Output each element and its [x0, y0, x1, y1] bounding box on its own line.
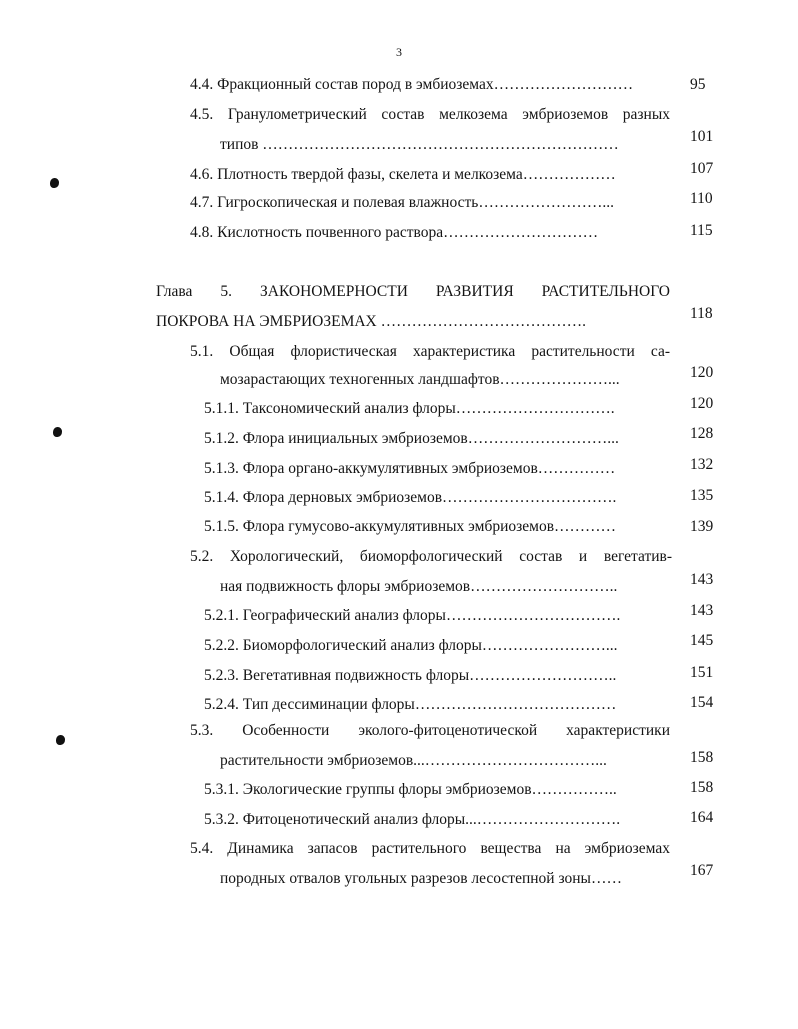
punch-hole-mark	[56, 735, 65, 745]
toc-entry-5-3-2: 5.3.2. Фитоценотический анализ флоры...……………………….	[204, 811, 621, 828]
toc-entry-5-1-1: 5.1.1. Таксономический анализ флоры………………………….	[204, 400, 615, 417]
toc-page-number: 128	[690, 425, 714, 442]
toc-entry-5-1-3: 5.1.3. Флора органо-аккумулятивных эмбриоземов……………	[204, 460, 616, 477]
toc-entry-5-2-3: 5.2.3. Вегетативная подвижность флоры………………………..	[204, 667, 617, 684]
page-number: 3	[396, 45, 402, 59]
toc-page-number: 115	[690, 222, 713, 239]
toc-page-number: 118	[690, 305, 713, 322]
toc-entry-4-6: 4.6. Плотность твердой фазы, скелета и мелкозема………………	[190, 166, 616, 183]
toc-chapter-5-cont: ПОКРОВА НА ЭМБРИОЗЕМАХ ………………………………….	[156, 313, 586, 330]
toc-page-number: 143	[690, 571, 714, 588]
toc-page-number: 120	[690, 395, 714, 412]
toc-entry-5-1: 5.1. Общая флористическая характеристика растительности са-	[190, 343, 670, 360]
toc-page-number: 139	[690, 518, 714, 535]
toc-entry-5-1-5: 5.1.5. Флора гумусово-аккумулятивных эмбриоземов…………	[204, 518, 617, 535]
toc-page-number: 120	[690, 364, 714, 381]
toc-page-number: 158	[690, 779, 714, 796]
toc-page-number: 95	[690, 76, 706, 93]
punch-hole-mark	[50, 178, 59, 188]
toc-entry-5-1-cont: мозарастающих техногенных ландшафтов…………………...	[220, 371, 620, 388]
toc-entry-5-3: 5.3. Особенности эколого-фитоценотической характеристики	[190, 722, 670, 739]
toc-page-number: 101	[690, 128, 714, 145]
toc-entry-5-1-2: 5.1.2. Флора инициальных эмбриоземов………………………...	[204, 430, 619, 447]
toc-entry-5-4: 5.4. Динамика запасов растительного вещества на эмбриоземах	[190, 840, 670, 857]
toc-entry-4-8: 4.8. Кислотность почвенного раствора…………………………	[190, 224, 599, 241]
toc-entry-5-1-4: 5.1.4. Флора дерновых эмбриоземов…………………………….	[204, 489, 617, 506]
toc-page-number: 158	[690, 749, 714, 766]
toc-entry-4-5: 4.5. Гранулометрический состав мелкозема эмбриоземов разных	[190, 106, 670, 123]
toc-entry-4-4: 4.4. Фракционный состав пород в эмбиоземах………………………	[190, 76, 634, 93]
toc-page-number: 164	[690, 809, 714, 826]
toc-page-number: 167	[690, 862, 714, 879]
toc-chapter-5: Глава 5. ЗАКОНОМЕРНОСТИ РАЗВИТИЯ РАСТИТЕЛЬНОГО	[156, 283, 670, 300]
toc-entry-5-2-cont: ная подвижность флоры эмбриоземов………………………..	[220, 578, 618, 595]
toc-entry-5-3-1: 5.3.1. Экологические группы флоры эмбриоземов……………..	[204, 781, 617, 798]
toc-page-number: 135	[690, 487, 714, 504]
toc-entry-5-2-4: 5.2.4. Тип дессиминации флоры…………………………………	[204, 696, 617, 713]
toc-page-number: 107	[690, 160, 714, 177]
toc-entry-5-4-cont: породных отвалов угольных разрезов лесостепной зоны……	[220, 870, 622, 887]
toc-entry-5-2: 5.2. Хорологический, биоморфологический состав и вегетатив-	[190, 548, 672, 565]
toc-entry-4-5-cont: типов ……………………………………………………………	[220, 136, 619, 153]
toc-page-number: 143	[690, 602, 714, 619]
toc-page-number: 154	[690, 694, 714, 711]
toc-page-number: 151	[690, 664, 714, 681]
toc-entry-5-2-2: 5.2.2. Биоморфологический анализ флоры……………………...	[204, 637, 618, 654]
punch-hole-mark	[53, 427, 62, 437]
toc-page-number: 145	[690, 632, 714, 649]
toc-page-number: 132	[690, 456, 714, 473]
toc-page-number: 110	[690, 190, 713, 207]
toc-entry-4-7: 4.7. Гигроскопическая и полевая влажность……………………...	[190, 194, 614, 211]
toc-entry-5-2-1: 5.2.1. Географический анализ флоры…………………………….	[204, 607, 621, 624]
toc-entry-5-3-cont: растительности эмбриоземов...……………………………...	[220, 752, 607, 769]
